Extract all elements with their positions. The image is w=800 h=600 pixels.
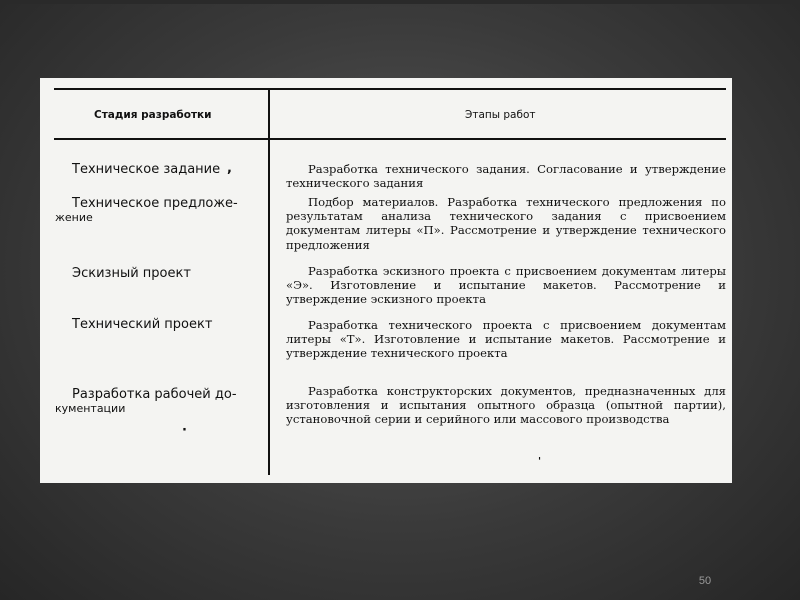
stage-label-line1: Техническое предложе- — [72, 196, 238, 211]
slide-page-number: 50 — [698, 575, 712, 587]
stage-draft-design — [72, 267, 272, 281]
table-column-divider — [268, 90, 270, 475]
work-item: Разработка технического проекта с присвоением документам литеры «Т». Изготовление и испытание макетов. Рассмотрение и утверждение технического проекта — [286, 318, 726, 361]
stage-tech-assignment — [72, 163, 272, 177]
stage-label-line2: кументации — [55, 402, 126, 415]
stage-label: Техническое задание — [72, 162, 221, 177]
stage-label: Эскизный проект — [72, 266, 191, 281]
stage-working-docs — [55, 387, 272, 416]
stage-label: Технический проект — [72, 317, 213, 332]
scanned-table — [40, 78, 732, 483]
table-header-rule — [54, 138, 726, 140]
scan-mark: , — [227, 161, 232, 176]
header-works: Этапы работ — [465, 109, 536, 121]
stage-tech-design — [72, 318, 272, 332]
scan-mark: ' — [538, 456, 542, 467]
stage-tech-proposal — [55, 196, 272, 225]
slide-top-edge — [0, 0, 800, 4]
work-item: Подбор материалов. Разработка технического предложения по результатам анализа технического задания с присвоением документам литеры «П». Рассмотрение и утверждение технического предложения — [286, 195, 726, 252]
table-top-rule — [54, 88, 726, 90]
stage-label-line1: Разработка рабочей до- — [72, 387, 237, 402]
work-item: Разработка технического задания. Согласование и утверждение технического задания — [286, 162, 726, 191]
scan-mark: · — [182, 423, 187, 438]
work-item: Разработка конструкторских документов, предназначенных для изготовления и испытания опытного образца (опытной партии), установочной серии и серийного или массового производства — [286, 384, 726, 427]
stage-label-line2: жение — [55, 211, 93, 224]
work-item: Разработка эскизного проекта с присвоением документам литеры «Э». Изготовление и испытание макетов. Рассмотрение и утверждение эскизного проекта — [286, 264, 726, 307]
header-stage: Стадия разработки — [94, 109, 212, 121]
